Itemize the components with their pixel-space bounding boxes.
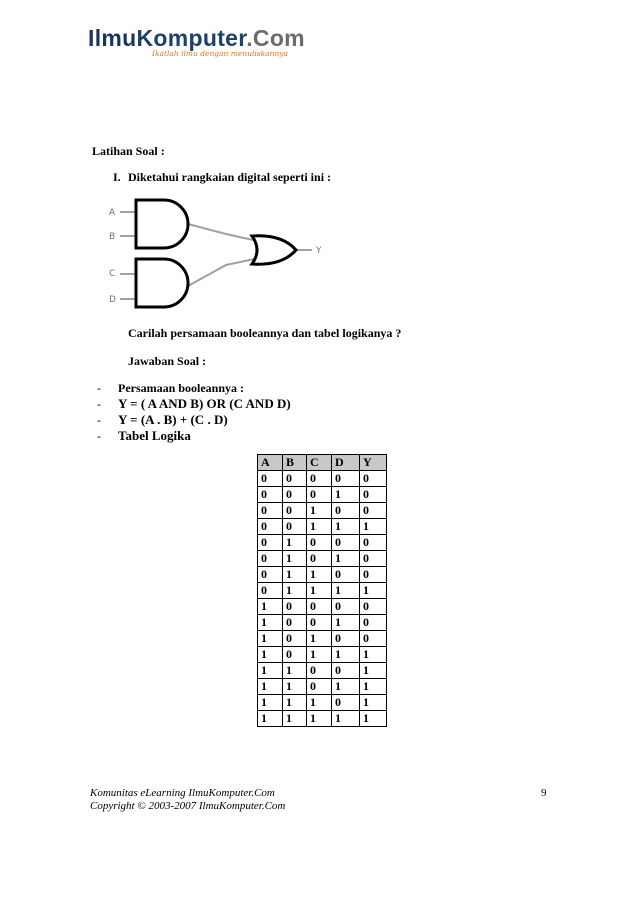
table-row: [258, 615, 387, 631]
output-label-y: Y: [316, 246, 322, 256]
table-cell: 0: [283, 599, 307, 615]
table-cell: 1: [332, 583, 360, 599]
table-cell: 0: [332, 631, 360, 647]
question-number: I.: [113, 170, 121, 184]
header-cell: Y: [360, 455, 387, 471]
table-cell: 1: [258, 615, 283, 631]
table-cell: 1: [283, 679, 307, 695]
table-cell: 0: [307, 487, 332, 503]
table-cell: 1: [332, 679, 360, 695]
header-cell: B: [283, 455, 307, 471]
table-cell: 0: [307, 471, 332, 487]
table-cell: 0: [307, 535, 332, 551]
table-row: [258, 503, 387, 519]
header-cell: A: [258, 455, 283, 471]
table-cell: 0: [258, 503, 283, 519]
table-row: [258, 695, 387, 711]
answer-equation-symbols: Y = (A . B) + (C . D): [118, 412, 228, 427]
header-cell: D: [332, 455, 360, 471]
table-cell: 1: [360, 663, 387, 679]
table-cell: 0: [307, 551, 332, 567]
table-cell: 1: [283, 583, 307, 599]
table-cell: 1: [332, 519, 360, 535]
table-row: [258, 535, 387, 551]
table-cell: 1: [332, 615, 360, 631]
table-row: [258, 487, 387, 503]
table-cell: 0: [283, 503, 307, 519]
table-cell: 0: [307, 679, 332, 695]
table-row: [258, 631, 387, 647]
table-cell: 0: [332, 695, 360, 711]
table-cell: 0: [307, 599, 332, 615]
table-row: [258, 679, 387, 695]
question-prompt: Carilah persamaan booleannya dan tabel logikanya ?: [128, 326, 402, 340]
table-cell: 1: [283, 551, 307, 567]
input-label-a: A: [109, 208, 116, 218]
table-cell: 0: [360, 503, 387, 519]
table-cell: 1: [307, 567, 332, 583]
table-cell: 0: [332, 663, 360, 679]
table-cell: 1: [332, 711, 360, 727]
table-cell: 0: [283, 631, 307, 647]
table-cell: 0: [283, 487, 307, 503]
table-row: [258, 711, 387, 727]
table-cell: 0: [258, 519, 283, 535]
table-cell: 0: [360, 599, 387, 615]
table-cell: 0: [360, 567, 387, 583]
table-row: [258, 663, 387, 679]
input-label-b: B: [109, 232, 116, 242]
table-cell: 1: [283, 711, 307, 727]
or-gate: [252, 236, 296, 264]
logo-part-komputer: Komputer: [136, 25, 247, 51]
table-cell: 1: [258, 695, 283, 711]
table-cell: 0: [332, 503, 360, 519]
table-cell: 0: [307, 615, 332, 631]
logo-tagline: Ikatlah ilmu dengan menuliskannya: [152, 49, 288, 58]
logo-wordmark: [88, 24, 305, 52]
table-cell: 1: [258, 599, 283, 615]
answer-bullet: -: [97, 429, 101, 443]
table-row: [258, 599, 387, 615]
logo-part-com: .Com: [246, 25, 305, 51]
table-cell: 0: [307, 663, 332, 679]
input-label-d: D: [109, 295, 116, 305]
table-row: [258, 471, 387, 487]
and-gate-bottom: [136, 259, 188, 307]
table-cell: 0: [332, 567, 360, 583]
table-row: [258, 567, 387, 583]
table-cell: 0: [332, 599, 360, 615]
table-cell: 1: [360, 647, 387, 663]
table-cell: 0: [360, 615, 387, 631]
and-gate-top: [136, 200, 188, 248]
table-cell: 1: [258, 631, 283, 647]
table-cell: 0: [258, 471, 283, 487]
table-cell: 1: [360, 583, 387, 599]
table-row: [258, 647, 387, 663]
table-cell: 1: [307, 583, 332, 599]
table-cell: 0: [360, 535, 387, 551]
table-cell: 1: [283, 535, 307, 551]
logic-circuit-diagram: [106, 190, 336, 310]
table-cell: 1: [307, 631, 332, 647]
table-cell: 1: [283, 695, 307, 711]
table-cell: 0: [332, 535, 360, 551]
table-cell: 0: [283, 519, 307, 535]
answer-equation-words: Y = ( A AND B) OR (C AND D): [118, 396, 291, 411]
table-cell: 1: [283, 663, 307, 679]
table-cell: 1: [360, 519, 387, 535]
page-number: 9: [541, 787, 547, 799]
table-cell: 0: [360, 631, 387, 647]
answer-bullet: -: [97, 413, 101, 427]
table-cell: 1: [360, 711, 387, 727]
table-row: [258, 519, 387, 535]
footer-community: Komunitas eLearning IlmuKomputer.Com: [90, 787, 275, 799]
table-cell: 1: [307, 519, 332, 535]
question-text: Diketahui rangkaian digital seperti ini :: [128, 170, 332, 184]
table-cell: 0: [258, 487, 283, 503]
truth-table: [257, 454, 387, 727]
table-cell: 1: [332, 647, 360, 663]
table-cell: 1: [332, 487, 360, 503]
answer-boolean-label: Persamaan booleannya :: [118, 381, 244, 395]
table-cell: 0: [258, 551, 283, 567]
section-title: Latihan Soal :: [92, 144, 165, 158]
table-row: [258, 583, 387, 599]
footer-copyright: Copyright © 2003-2007 IlmuKomputer.Com: [90, 800, 286, 812]
table-cell: 1: [307, 503, 332, 519]
answer-bullet: -: [97, 381, 101, 395]
table-cell: 1: [332, 551, 360, 567]
table-cell: 1: [307, 711, 332, 727]
table-cell: 0: [360, 551, 387, 567]
table-cell: 1: [258, 679, 283, 695]
table-cell: 1: [258, 711, 283, 727]
table-cell: 0: [283, 471, 307, 487]
table-cell: 1: [283, 567, 307, 583]
truth-table-header-row: [258, 455, 387, 471]
table-cell: 0: [283, 615, 307, 631]
table-cell: 0: [360, 487, 387, 503]
table-cell: 0: [283, 647, 307, 663]
logo-part-ilmu: Ilmu: [88, 25, 137, 51]
table-cell: 1: [258, 647, 283, 663]
table-row: [258, 551, 387, 567]
table-cell: 0: [332, 471, 360, 487]
answer-heading: Jawaban Soal :: [128, 354, 207, 368]
table-cell: 1: [360, 695, 387, 711]
table-cell: 1: [307, 695, 332, 711]
table-cell: 1: [360, 679, 387, 695]
table-cell: 0: [360, 471, 387, 487]
table-cell: 0: [258, 567, 283, 583]
answer-bullet: -: [97, 397, 101, 411]
input-label-c: C: [109, 269, 116, 279]
table-cell: 1: [258, 663, 283, 679]
header-cell: C: [307, 455, 332, 471]
answer-table-label: Tabel Logika: [118, 428, 191, 443]
truth-table-body: [258, 471, 387, 727]
table-cell: 0: [258, 583, 283, 599]
site-logo: [88, 24, 305, 58]
table-cell: 1: [307, 647, 332, 663]
table-cell: 0: [258, 535, 283, 551]
